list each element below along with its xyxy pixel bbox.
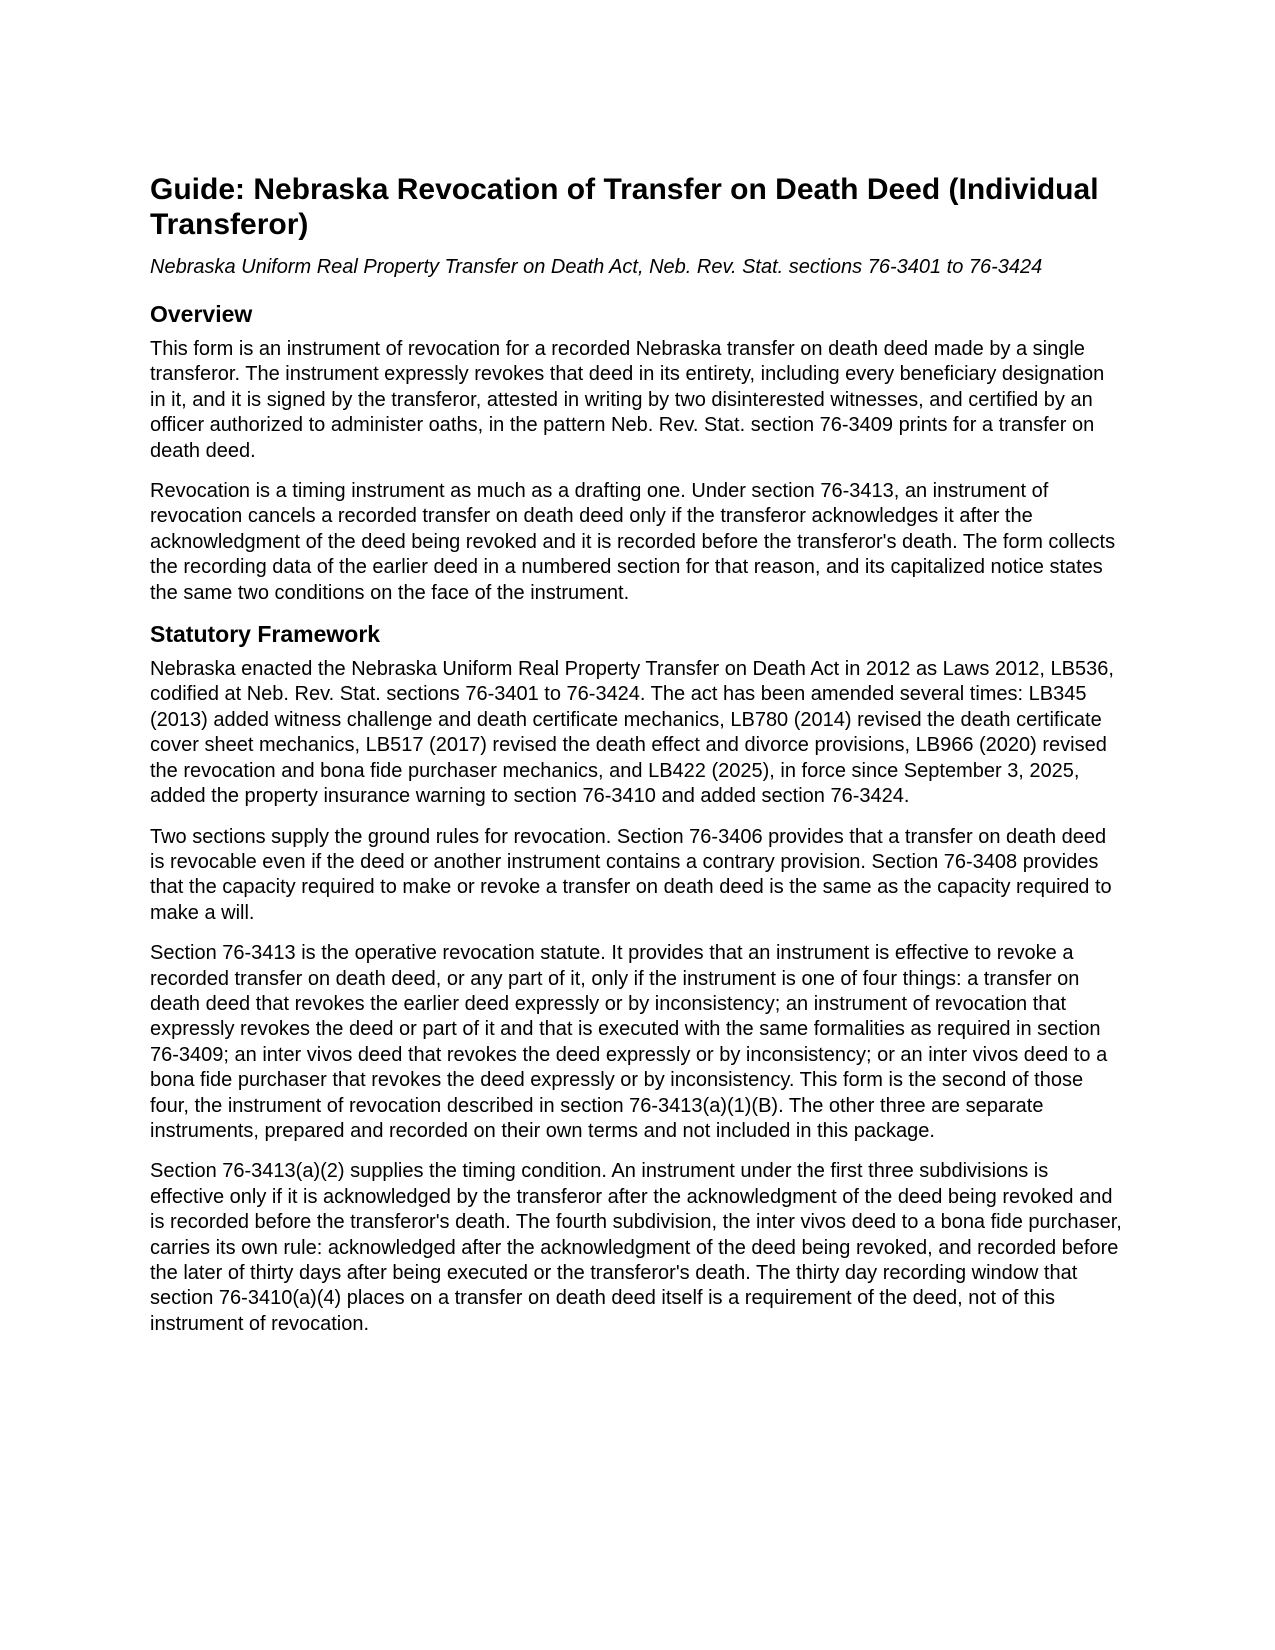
document-page bbox=[150, 172, 1125, 1352]
section-heading: Statutory Framework bbox=[150, 621, 381, 648]
section-overview bbox=[150, 301, 1125, 606]
paragraph: Revocation is a timing instrument as much as a drafting one. Under section 76-3413, an instrument of revocation cancels a recorded transfer on death deed only if the transferor acknowledges it after the acknowledgment of the deed being revoked and it is recorded before the transferor's death. The form collects the recording data of the earlier deed in a numbered section for that reason, and its capitalized notice states the same two conditions on the face of the instrument. bbox=[150, 480, 1116, 604]
section-statutory-framework bbox=[150, 621, 1125, 1337]
paragraph: Section 76-3413(a)(2) supplies the timing condition. An instrument under the first three subdivisions is effective only if it is acknowledged by the transferor after the acknowledgment of the deed being revoked and is recorded before the transferor's death. The fourth subdivision, the inter vivos deed to a bona fide purchaser, carries its own rule: acknowledged after the acknowledgment of the deed being revoked, and recorded before the later of thirty days after being executed or the transferor's death. The thirty day recording window that section 76-3410(a)(4) places on a transfer on death deed itself is a requirement of the deed, not of this instrument of revocation. bbox=[150, 1160, 1122, 1335]
paragraph: Two sections supply the ground rules for revocation. Section 76-3406 provides that a transfer on death deed is revocable even if the deed or another instrument contains a contrary provision. Section 76-3408 provides that the capacity required to make or revoke a transfer on death deed is the same as the capacity required to make a will. bbox=[150, 825, 1112, 924]
section-heading: Overview bbox=[150, 301, 253, 327]
page-subtitle: Nebraska Uniform Real Property Transfer on Death Act, Neb. Rev. Stat. sections 76-3401 to 76-3424 bbox=[150, 256, 1043, 278]
page-title: Guide: Nebraska Revocation of Transfer on Death Deed (Individual Transferor) bbox=[150, 173, 1099, 241]
paragraph: Nebraska enacted the Nebraska Uniform Real Property Transfer on Death Act in 2012 as Laws 2012, LB536, codified at Neb. Rev. Stat. sections 76-3401 to 76-3424. The act has been amended several times: LB345 (2013) added witness challenge and death certificate mechanics, LB780 (2014) revised the death certificate cover sheet mechanics, LB517 (2017) revised the death effect and divorce provisions, LB966 (2020) revised the revocation and bona fide purchaser mechanics, and LB422 (2025), in force since September 3, 2025, added the property insurance warning to section 76-3410 and added section 76-3424. bbox=[150, 658, 1114, 808]
paragraph: This form is an instrument of revocation for a recorded Nebraska transfer on death deed made by a single transferor. The instrument expressly revokes that deed in its entirety, including every beneficiary designation in it, and it is signed by the transferor, attested in writing by two disinterested witnesses, and certified by an officer authorized to administer oaths, in the pattern Neb. Rev. Stat. section 76-3409 prints for a transfer on death deed. bbox=[150, 338, 1105, 462]
paragraph: Section 76-3413 is the operative revocation statute. It provides that an instrument is effective to revoke a recorded transfer on death deed, or any part of it, only if the instrument is one of four things: a transfer on death deed that revokes the earlier deed expressly or by inconsistency; an instrument of revocation that expressly revokes the deed or part of it and that is executed with the same formalities as required in section 76-3409; an inter vivos deed that revokes the deed expressly or by inconsistency; or an inter vivos deed to a bona fide purchaser that revokes the deed expressly or by inconsistency. This form is the second of those four, the instrument of revocation described in section 76-3413(a)(1)(B). The other three are separate instruments, prepared and recorded on their own terms and not included in this package. bbox=[150, 942, 1108, 1142]
